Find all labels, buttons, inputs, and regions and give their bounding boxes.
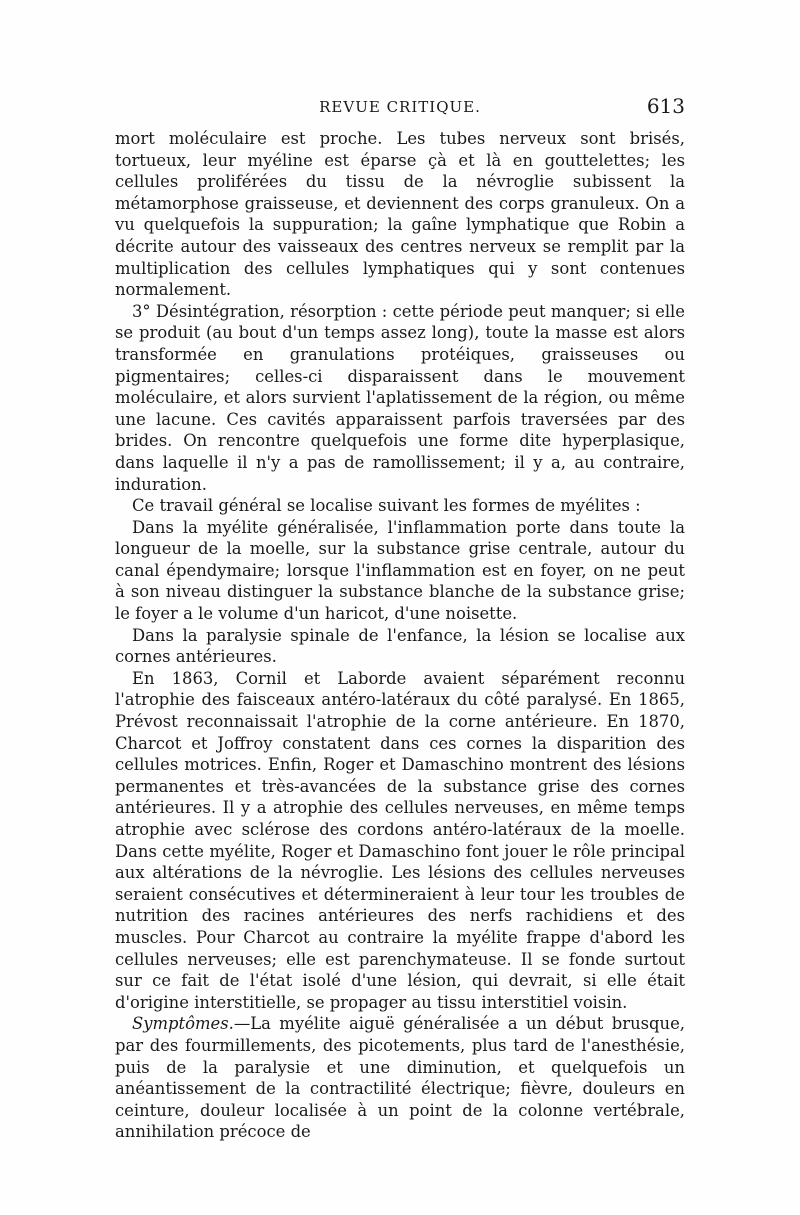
paragraph: [115, 517, 685, 625]
paragraph-text: mort moléculaire est proche. Les tubes nerveux sont brisés, tortueux, leur myéline est éparse çà et là en gouttelettes; les cellules proliférées du tissu de la névroglie subissent la métamorphose graisseuse, et deviennent des corps granuleux. On a vu quelquefois la suppuration; la gaîne lymphatique que Robin a décrite autour des vaisseaux des centres nerveux se remplit par la multiplication des cellules lymphatiques qui y sont contenues normalement.: [115, 129, 685, 300]
page-number: 613: [646, 94, 685, 118]
paragraph-text: Dans la myélite généralisée, l'inflammation porte dans toute la longueur de la moelle, sur la substance grise centrale, autour du canal épendymaire; lorsque l'inflammation est en foyer, on ne peut à son niveau distinguer la substance blanche de la substance grise; le foyer a le volume d'un haricot, d'une noisette.: [115, 517, 685, 624]
paragraph-text: Dans la paralysie spinale de l'enfance, la lésion se localise aux cornes antérieures.: [115, 625, 685, 667]
paragraph-text: 3° Désintégration, résorption : cette période peut manquer; si elle se produit (au bout d'un temps assez long), toute la masse est alors transformée en granulations protéiques, graisseuses ou pigmentaires; celles-ci disparaissent dans le mouvement moléculaire, et alors survient l'aplatissement de la région, ou même une lacune. Ces cavités apparaissent parfois traversées par des brides. On rencontre quelquefois une forme dite hyperplasique, dans laquelle il n'y a pas de ramollissement; il y a, au contraire, induration.: [115, 301, 685, 494]
paragraph: [115, 301, 685, 495]
paragraph: [115, 668, 685, 1014]
paragraph: [115, 495, 685, 517]
paragraph: [115, 128, 685, 301]
paragraph-text: —La myélite aiguë généralisée a un début brusque, par des fourmillements, des picotements, plus tard de l'anesthésie, puis de la paralysie et une diminution, et quelquefois un anéantissement de la contractilité électrique; fièvre, douleurs en ceinture, douleur localisée à un point de la colonne vertébrale, annihilation précoce de: [115, 1014, 685, 1142]
running-title: REVUE CRITIQUE.: [319, 98, 481, 116]
body-text: [115, 128, 685, 1143]
section-rubric: Symptômes.: [132, 1014, 234, 1034]
paragraph: [115, 1013, 685, 1143]
running-header: [115, 94, 685, 124]
paragraph-text: En 1863, Cornil et Laborde avaient séparément reconnu l'atrophie des faisceaux antéro-latéraux du côté paralysé. En 1865, Prévost reconnaissait l'atrophie de la corne antérieure. En 1870, Charcot et Joffroy constatent dans ces cornes la disparition des cellules motrices. Enfin, Roger et Damaschino montrent des lésions permanentes et très-avancées de la substance grise des cornes antérieures. Il y a atrophie des cellules nerveuses, en même temps atrophie avec sclérose des cordons antéro-latéraux de la moelle. Dans cette myélite, Roger et Damaschino font jouer le rôle principal aux altérations de la névroglie. Les lésions des cellules nerveuses seraient consécutives et détermineraient à leur tour les troubles de nutrition des racines antérieures des nerfs rachidiens et des muscles. Pour Charcot au contraire la myélite frappe d'abord les cellules nerveuses; elle est parenchymateuse. Il se fonde surtout sur ce fait de l'état isolé d'une lésion, qui devrait, si elle était d'origine interstitielle, se propager au tissu interstitiel voisin.: [115, 668, 685, 1012]
paragraph-text: Ce travail général se localise suivant les formes de myélites :: [132, 496, 641, 516]
paragraph: [115, 625, 685, 668]
